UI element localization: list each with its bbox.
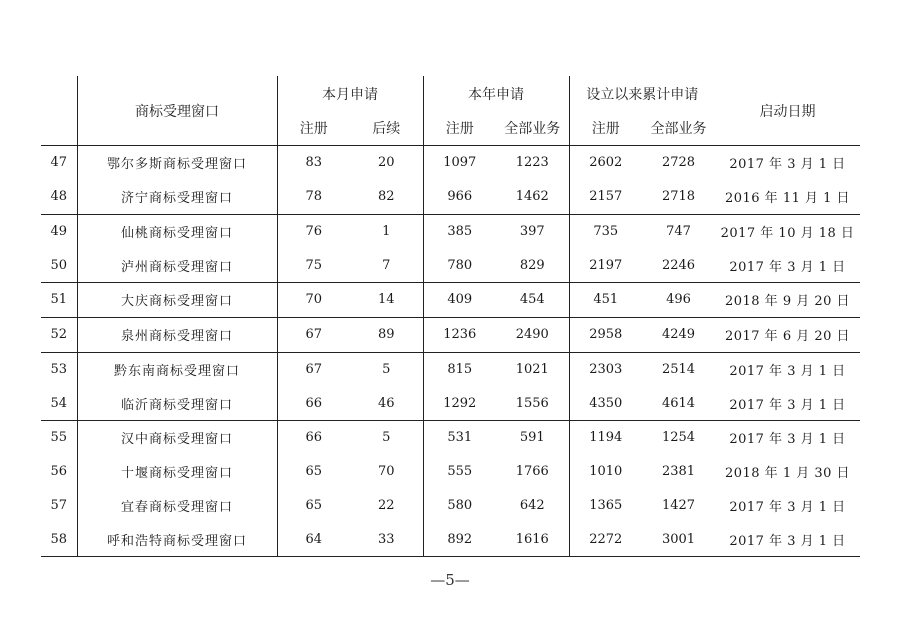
table-row xyxy=(41,352,860,386)
cell-window-name: 仙桃商标受理窗口 xyxy=(77,214,277,248)
cell-row-number: 57 xyxy=(50,497,68,513)
cell-window-name: 济宁商标受理窗口 xyxy=(77,180,277,214)
cell-start-date: 2017 年 10 月 18 日 xyxy=(715,214,860,248)
cell-year-all: 829 xyxy=(496,248,569,282)
cell-month-subsequent: 7 xyxy=(350,248,423,282)
cell-month-register: 66 xyxy=(277,421,350,455)
cell-year-all: 2490 xyxy=(496,317,569,352)
cell-start-date: 2017 年 3 月 1 日 xyxy=(715,421,860,455)
cell-window-name: 十堰商标受理窗口 xyxy=(77,455,277,489)
cell-cumulative-register: 2958 xyxy=(569,317,642,352)
cell-start-date: 2017 年 3 月 1 日 xyxy=(715,352,860,386)
table-row xyxy=(41,489,860,523)
cell-row-number: 47 xyxy=(41,146,77,180)
header-month-subsequent: 后续 xyxy=(350,111,423,146)
cell-start-date: 2017 年 3 月 1 日 xyxy=(715,146,860,180)
cell-start-date: 2017 年 3 月 1 日 xyxy=(715,522,860,556)
cell-year-all: 591 xyxy=(496,421,569,455)
table-row xyxy=(41,180,860,214)
cell-start-date: 2017 年 3 月 1 日 xyxy=(729,397,846,413)
cell-cumulative-register: 451 xyxy=(569,283,642,318)
cell-window-name: 临沂商标受理窗口 xyxy=(77,386,277,420)
cell-cumulative-register: 2602 xyxy=(569,146,642,180)
page-number: —5— xyxy=(430,571,470,589)
cell-year-all: 1616 xyxy=(496,522,569,556)
cell-year-all: 1766 xyxy=(496,455,569,489)
header-month-register: 注册 xyxy=(299,121,328,137)
header-window: 商标受理窗口 xyxy=(77,76,277,146)
cell-cumulative-all: 1254 xyxy=(642,421,715,455)
cell-row-number: 51 xyxy=(41,283,77,318)
cell-cumulative-all: 4614 xyxy=(661,395,696,411)
table-row xyxy=(41,283,860,318)
cell-window-name: 鄂尔多斯商标受理窗口 xyxy=(77,146,277,180)
cell-month-register: 78 xyxy=(305,189,323,205)
header-year-all: 全部业务 xyxy=(496,111,569,146)
table-body xyxy=(41,146,860,557)
cell-month-register: 65 xyxy=(305,464,323,480)
header-start-date: 启动日期 xyxy=(759,103,816,120)
cell-month-subsequent: 20 xyxy=(350,146,423,180)
cell-cumulative-register: 2303 xyxy=(569,352,642,386)
table-row xyxy=(41,317,860,352)
cell-row-number: 54 xyxy=(50,395,68,411)
cell-year-all: 454 xyxy=(496,283,569,318)
cell-month-register: 64 xyxy=(277,522,350,556)
cell-start-date: 2016 年 11 月 1 日 xyxy=(724,191,851,207)
cell-cumulative-all: 2246 xyxy=(661,257,696,273)
header-cumulative-group: 设立以来累计申请 xyxy=(586,86,699,103)
cell-cumulative-all: 2728 xyxy=(642,146,715,180)
cell-year-all: 1021 xyxy=(496,352,569,386)
cell-window-name: 黔东南商标受理窗口 xyxy=(77,352,277,386)
cell-month-register: 66 xyxy=(305,395,323,411)
cell-year-all: 642 xyxy=(496,489,569,523)
cell-cumulative-all: 2514 xyxy=(642,352,715,386)
cell-window-name: 泸州商标受理窗口 xyxy=(77,248,277,282)
cell-row-number: 53 xyxy=(41,352,77,386)
cell-month-subsequent: 70 xyxy=(350,455,423,489)
cell-cumulative-register: 1365 xyxy=(589,497,623,513)
table-row xyxy=(41,214,860,248)
cell-year-register: 531 xyxy=(423,421,496,455)
cell-year-all: 1223 xyxy=(496,146,569,180)
cell-month-subsequent: 89 xyxy=(350,317,423,352)
cell-row-number: 50 xyxy=(50,257,68,273)
cell-cumulative-all: 3001 xyxy=(642,522,715,556)
cell-year-register: 409 xyxy=(423,283,496,318)
header-year-register: 注册 xyxy=(445,121,474,137)
cell-cumulative-all: 2381 xyxy=(661,464,696,480)
cell-month-subsequent: 14 xyxy=(350,283,423,318)
cell-month-register: 76 xyxy=(277,214,350,248)
cell-year-register: 1292 xyxy=(443,395,477,411)
cell-year-all: 1462 xyxy=(496,180,569,214)
cell-row-number: 55 xyxy=(41,421,77,455)
cell-window-name: 汉中商标受理窗口 xyxy=(77,421,277,455)
cell-year-register: 1097 xyxy=(423,146,496,180)
cell-cumulative-register: 4350 xyxy=(589,395,623,411)
cell-year-register: 1236 xyxy=(423,317,496,352)
cell-start-date: 2017 年 3 月 1 日 xyxy=(729,499,846,515)
cell-start-date: 2018 年 1 月 30 日 xyxy=(724,466,851,482)
cell-cumulative-register: 2157 xyxy=(589,189,623,205)
cell-month-register: 83 xyxy=(277,146,350,180)
cell-window-name: 呼和浩特商标受理窗口 xyxy=(77,522,277,556)
cell-month-subsequent: 1 xyxy=(350,214,423,248)
number-column-header xyxy=(41,76,77,146)
cell-month-subsequent: 22 xyxy=(350,489,423,523)
cell-window-name: 宜春商标受理窗口 xyxy=(77,489,277,523)
cell-month-subsequent: 82 xyxy=(350,180,423,214)
cell-cumulative-register: 735 xyxy=(569,214,642,248)
cell-month-subsequent: 33 xyxy=(350,522,423,556)
cell-cumulative-register: 2197 xyxy=(589,257,623,273)
cell-month-register: 67 xyxy=(277,317,350,352)
cell-month-register: 70 xyxy=(277,283,350,318)
cell-window-name: 泉州商标受理窗口 xyxy=(77,317,277,352)
cell-cumulative-all: 1427 xyxy=(661,497,696,513)
cell-cumulative-all: 496 xyxy=(642,283,715,318)
table-row xyxy=(41,522,860,556)
cell-month-register: 75 xyxy=(305,257,323,273)
cell-year-register: 780 xyxy=(447,257,473,273)
table-row xyxy=(41,386,860,420)
cell-cumulative-register: 1194 xyxy=(569,421,642,455)
cell-row-number: 58 xyxy=(41,522,77,556)
cell-month-register: 67 xyxy=(277,352,350,386)
cell-year-register: 580 xyxy=(447,497,473,513)
table-row xyxy=(41,248,860,282)
cell-start-date: 2018 年 9 月 20 日 xyxy=(715,283,860,318)
cell-month-register: 65 xyxy=(305,497,323,513)
cell-row-number: 56 xyxy=(50,464,68,480)
cell-cumulative-all: 4249 xyxy=(642,317,715,352)
cell-window-name: 大庆商标受理窗口 xyxy=(77,283,277,318)
cell-year-all: 1556 xyxy=(496,386,569,420)
table-row xyxy=(41,146,860,180)
cell-start-date: 2017 年 6 月 20 日 xyxy=(715,317,860,352)
cell-row-number: 48 xyxy=(50,189,68,205)
cell-row-number: 52 xyxy=(41,317,77,352)
cell-start-date: 2017 年 3 月 1 日 xyxy=(729,259,846,275)
header-cumulative-all: 全部业务 xyxy=(650,121,707,137)
trademark-window-table xyxy=(41,76,860,557)
cell-year-register: 815 xyxy=(423,352,496,386)
header-year-group: 本年申请 xyxy=(423,76,569,111)
header-month-group: 本月申请 xyxy=(277,76,423,111)
cell-cumulative-register: 2272 xyxy=(569,522,642,556)
cell-month-subsequent: 5 xyxy=(350,421,423,455)
cell-year-register: 555 xyxy=(447,464,473,480)
cell-month-subsequent: 46 xyxy=(350,386,423,420)
table-row xyxy=(41,455,860,489)
cell-year-all: 397 xyxy=(496,214,569,248)
cell-year-register: 966 xyxy=(447,189,473,205)
cell-cumulative-register: 1010 xyxy=(589,464,623,480)
cell-cumulative-all: 747 xyxy=(642,214,715,248)
table-row xyxy=(41,421,860,455)
header-cumulative-register: 注册 xyxy=(591,121,620,137)
cell-row-number: 49 xyxy=(41,214,77,248)
cell-year-register: 892 xyxy=(423,522,496,556)
cell-month-subsequent: 5 xyxy=(350,352,423,386)
table-header xyxy=(41,76,860,146)
cell-cumulative-all: 2718 xyxy=(661,189,696,205)
cell-year-register: 385 xyxy=(423,214,496,248)
